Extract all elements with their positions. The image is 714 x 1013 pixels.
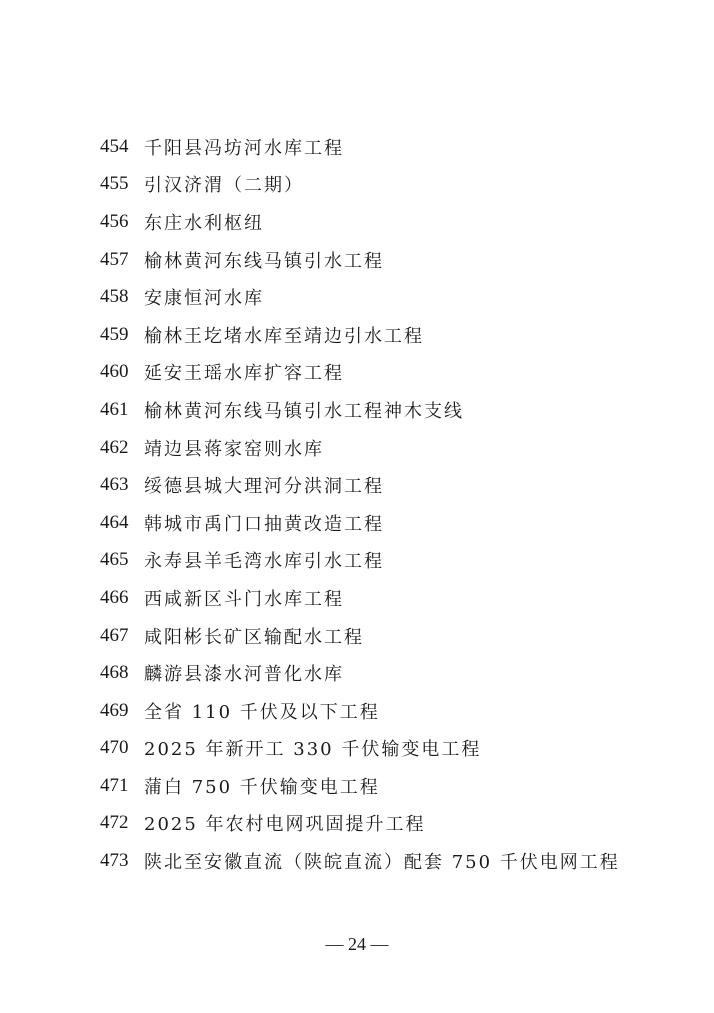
item-name: 榆林黄河东线马镇引水工程神木支线 <box>144 400 464 422</box>
item-number: 466 <box>100 586 129 608</box>
item-name: 千阳县冯坊河水库工程 <box>144 137 344 159</box>
item-name: 韩城市禹门口抽黄改造工程 <box>144 513 384 535</box>
list-item <box>100 278 620 316</box>
item-name: 榆林王圪堵水库至靖边引水工程 <box>144 325 424 347</box>
page-number: — 24 — <box>325 934 389 954</box>
item-number: 458 <box>100 286 129 308</box>
item-name: 安康恒河水库 <box>144 288 264 310</box>
item-number: 470 <box>100 737 129 759</box>
item-number: 464 <box>100 511 129 533</box>
item-number: 468 <box>100 662 129 684</box>
item-name: 西咸新区斗门水库工程 <box>144 588 344 610</box>
item-name: 全省 110 千伏及以下工程 <box>144 701 380 723</box>
list-item <box>100 166 620 204</box>
item-number: 463 <box>100 474 129 496</box>
item-name: 2025 年新开工 330 千伏输变电工程 <box>144 739 482 761</box>
item-name: 永寿县羊毛湾水库引水工程 <box>144 551 384 573</box>
item-number: 455 <box>100 173 129 195</box>
list-item <box>100 654 620 692</box>
item-number: 462 <box>100 436 129 458</box>
list-item <box>100 241 620 279</box>
item-name: 2025 年农村电网巩固提升工程 <box>144 814 426 836</box>
item-number: 465 <box>100 549 129 571</box>
item-name: 咸阳彬长矿区输配水工程 <box>144 626 364 648</box>
item-name: 靖边县蒋家窑则水库 <box>144 438 324 460</box>
list-item <box>100 316 620 354</box>
item-name: 蒲白 750 千伏输变电工程 <box>144 776 380 798</box>
list-item <box>100 842 620 880</box>
list-item <box>100 692 620 730</box>
item-number: 459 <box>100 323 129 345</box>
list-item <box>100 466 620 504</box>
item-number: 467 <box>100 624 129 646</box>
list-item <box>100 354 620 392</box>
list-item <box>100 805 620 843</box>
item-number: 469 <box>100 699 129 721</box>
list-item <box>100 504 620 542</box>
item-name: 延安王瑶水库扩容工程 <box>144 363 344 385</box>
item-name: 东庄水利枢纽 <box>144 212 264 234</box>
list-item <box>100 617 620 655</box>
item-name: 引汉济渭（二期） <box>144 175 304 197</box>
list-item <box>100 767 620 805</box>
list-item <box>100 579 620 617</box>
item-number: 454 <box>100 135 129 157</box>
item-number: 471 <box>100 774 129 796</box>
item-name: 陕北至安徽直流（陕皖直流）配套 750 千伏电网工程 <box>144 852 620 874</box>
item-number: 460 <box>100 361 129 383</box>
list-item <box>100 203 620 241</box>
item-number: 472 <box>100 812 129 834</box>
list-item <box>100 730 620 768</box>
list-item <box>100 429 620 467</box>
project-list <box>100 128 620 880</box>
item-number: 457 <box>100 248 129 270</box>
item-name: 麟游县漆水河普化水库 <box>144 664 344 686</box>
list-item <box>100 542 620 580</box>
item-number: 461 <box>100 398 129 420</box>
item-name: 榆林黄河东线马镇引水工程 <box>144 250 384 272</box>
list-item <box>100 128 620 166</box>
list-item <box>100 391 620 429</box>
item-number: 456 <box>100 210 129 232</box>
item-number: 473 <box>100 850 129 872</box>
item-name: 绥德县城大理河分洪洞工程 <box>144 476 384 498</box>
